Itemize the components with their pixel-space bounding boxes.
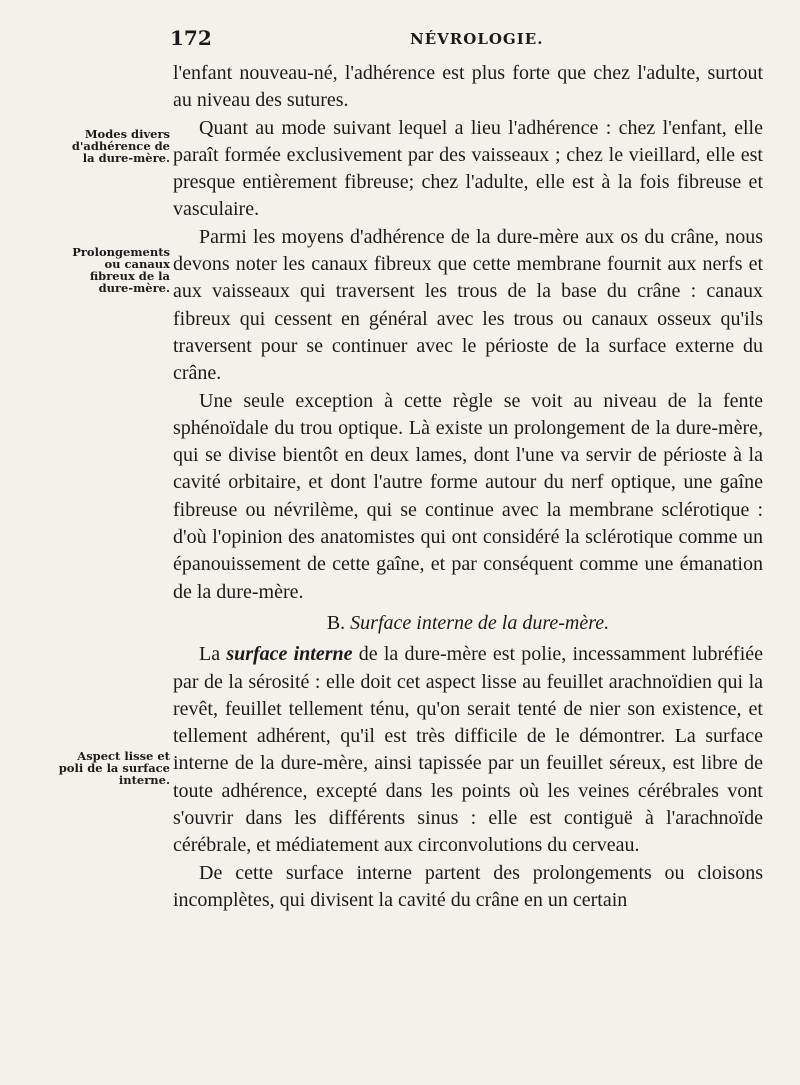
margin-note-modes-adherence: Modes divers d'adhérence de la dure-mère. <box>71 127 170 165</box>
paragraph-5 <box>173 641 763 859</box>
paragraph-2: Quant au mode suivant lequel a lieu l'adhérence : chez l'enfant, elle paraît formée exclusivement par des vaisseaux ; chez le vieillard, elle est presque entièrement fibreuse; chez l'adulte, elle est à la fois fibreuse et vasculaire. <box>173 116 763 221</box>
paragraph-5-lead: La <box>199 643 221 666</box>
paragraph-4: Une seule exception à cette règle se voit au niveau de la fente sphénoïdale du trou optique. Là existe un prolongement de la dure-mère, qui se divise bientôt en deux lames, dont l'une va servir de périoste à la cavité orbitaire, et dont l'autre forme autour du nerf optique, une gaîne fibreuse ou névrilème, qui se continue avec la membrane sclérotique : d'où l'opinion des anatomistes qui ont considéré la sclérotique comme un épanouissement de cette gaîne, et par conséquent comme une émanation de la dure-mère. <box>173 389 763 603</box>
paragraph-6: De cette surface interne partent des prolongements ou cloisons incomplètes, qui divisent la cavité du crâne en un certain <box>173 861 763 911</box>
margin-note-aspect-lisse: Aspect lisse et poli de la surface interne. <box>58 749 170 787</box>
page-number: 172 <box>170 26 212 50</box>
section-label: B. <box>326 611 346 634</box>
paragraph-5-emphasis: surface interne <box>226 643 353 666</box>
paragraph-3: Parmi les moyens d'adhérence de la dure-mère aux os du crâne, nous devons noter les canaux fibreux que cette membrane fournit aux nerfs et aux vaisseaux qui traversent les trous de la base du crâne : canaux fibreux qui cessent en général avec les trous ou canaux osseux qu'ils traversent pour se continuer avec le périoste de la surface externe du crâne. <box>173 225 763 385</box>
running-title: NÉVROLOGIE. <box>410 30 544 48</box>
section-title: Surface interne de la dure-mère. <box>350 611 610 634</box>
margin-note-prolongements: Prolongements ou canaux fibreux de la dure-mère. <box>72 245 170 295</box>
main-text <box>173 60 763 914</box>
page-header <box>0 26 800 56</box>
section-heading <box>173 610 763 637</box>
paragraph-5-rest: de la dure-mère est polie, incessamment lubréfiée par de la sérosité : elle doit cet aspect lisse au feuillet arachnoïdien qui la revêt, feuillet tellement ténu, qu'on serait tenté de nier son existence, et tellement adhérent, qu'il est très difficile de le démontrer. La surface interne de la dure-mère, ainsi tapissée par un feuillet séreux, est libre de toute adhérence, excepté dans les points où les veines cérébrales vont s'ouvrir dans les différents sinus : elle est contiguë à l'arachnoïde cérébrale, et médiatement aux circonvolutions du cerveau. <box>173 643 764 857</box>
paragraph-1: l'enfant nouveau-né, l'adhérence est plus forte que chez l'adulte, surtout au niveau des sutures. <box>173 62 763 112</box>
